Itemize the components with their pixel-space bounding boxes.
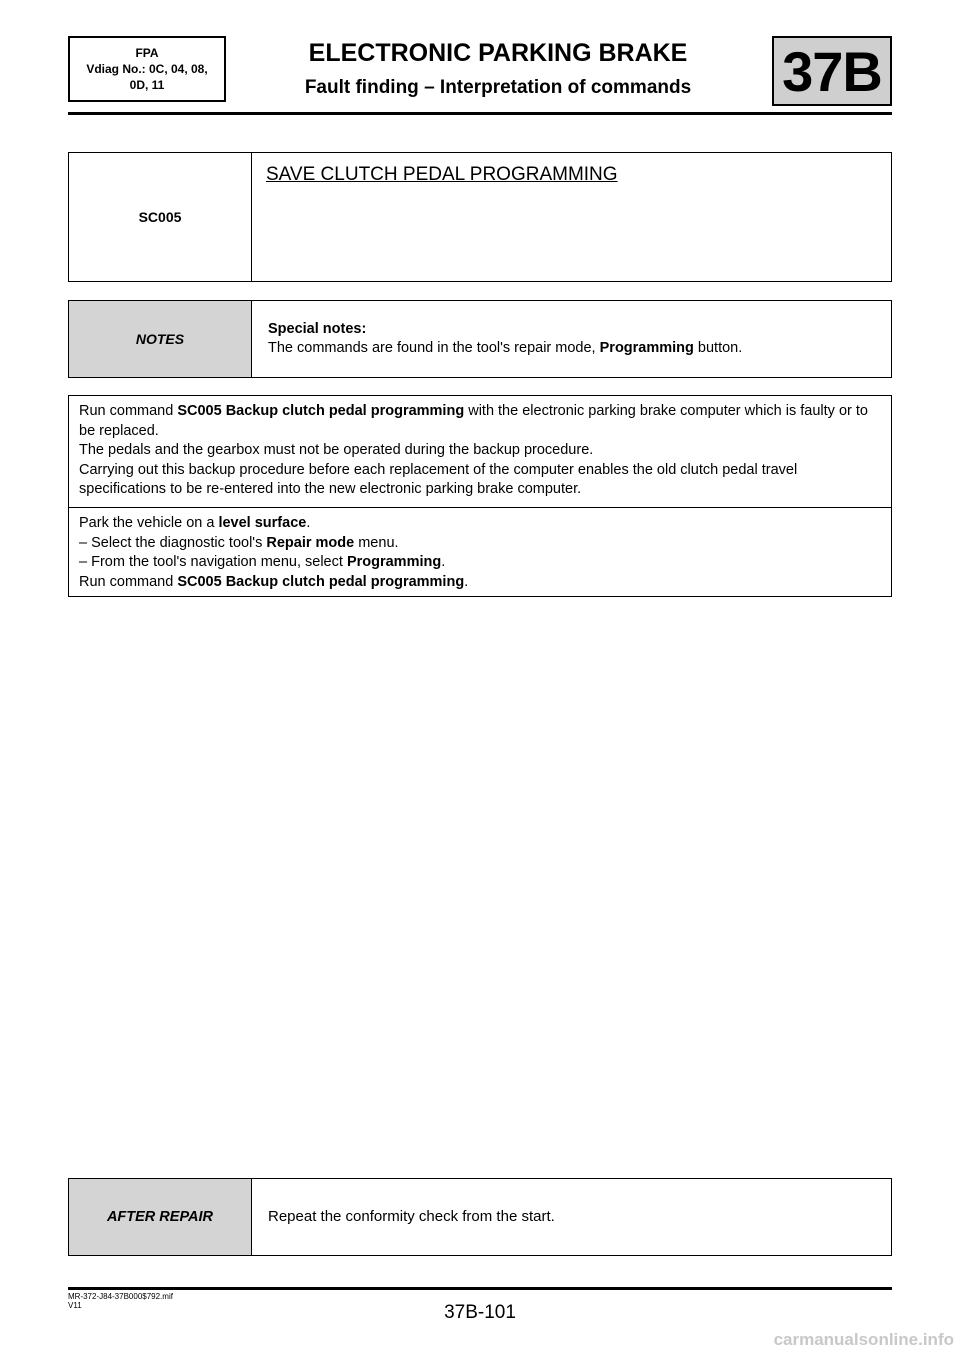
footer-rule bbox=[68, 1287, 892, 1290]
step-programming: – From the tool's navigation menu, select Programming. bbox=[79, 554, 446, 570]
procedure-warning: The pedals and the gearbox must not be operated during the backup procedure. bbox=[79, 442, 594, 458]
after-repair-text: Repeat the conformity check from the start. bbox=[268, 1208, 555, 1226]
procedure-explanation: Carrying out this backup procedure before each replacement of the computer enables the old clutch pedal travel specifications to be re-entered into the new electronic parking brake computer. bbox=[79, 461, 798, 497]
step-run-command: Run command SC005 Backup clutch pedal programming. bbox=[79, 573, 469, 590]
procedure-intro: Run command SC005 Backup clutch pedal programming with the electronic parking brake computer which is faulty or to be replaced. bbox=[79, 403, 868, 439]
notes-table bbox=[68, 300, 892, 378]
page-subtitle: Fault finding – Interpretation of commands bbox=[304, 77, 692, 98]
vehicle-info-box bbox=[68, 36, 226, 102]
vdiag-line-1: Vdiag No.: 0C, 04, 08, bbox=[86, 62, 208, 76]
notes-label: NOTES bbox=[69, 301, 252, 377]
procedure-table bbox=[68, 395, 892, 597]
command-code: SC005 bbox=[69, 153, 252, 281]
step-park: Park the vehicle on a level surface. bbox=[79, 515, 311, 531]
after-repair-label: AFTER REPAIR bbox=[69, 1179, 252, 1255]
watermark: carmanualsonline.info bbox=[773, 1330, 954, 1349]
document-reference: MR-372-J84-37B000$792.mif V11 bbox=[68, 1292, 173, 1310]
procedure-intro-block bbox=[69, 396, 891, 507]
vehicle-code: FPA bbox=[135, 46, 159, 60]
notes-heading: Special notes: bbox=[268, 320, 367, 337]
section-code-badge: 37B bbox=[772, 36, 892, 106]
header-rule bbox=[68, 112, 892, 115]
command-table bbox=[68, 152, 892, 282]
notes-text: The commands are found in the tool's repair mode, Programming button. bbox=[268, 340, 743, 356]
page-title: ELECTRONIC PARKING BRAKE bbox=[308, 39, 688, 67]
step-repair-mode: – Select the diagnostic tool's Repair mode menu. bbox=[79, 534, 399, 551]
after-repair-table bbox=[68, 1178, 892, 1256]
vdiag-line-2: 0D, 11 bbox=[129, 78, 165, 92]
page-number: 37B-101 bbox=[444, 1302, 516, 1323]
command-title: SAVE CLUTCH PEDAL PROGRAMMING bbox=[266, 164, 618, 185]
procedure-steps-block bbox=[69, 507, 891, 598]
